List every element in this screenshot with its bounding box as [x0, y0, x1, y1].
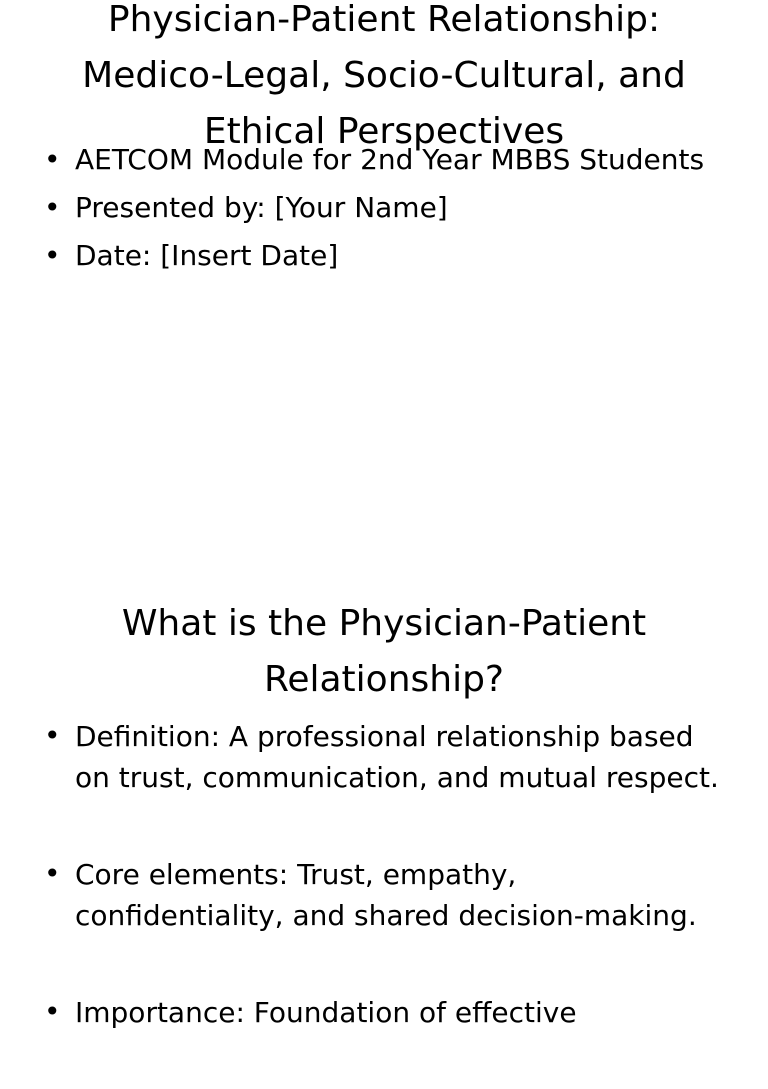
slide-title: What is the Physician-Patient Relationship? [121, 603, 647, 700]
bullet-list [0, 716, 768, 1089]
bullet-text: Presented by: [Your Name] [75, 191, 448, 224]
bullet-item [0, 140, 768, 180]
bullet-text: AETCOM Module for 2nd Year MBBS Students [75, 143, 705, 176]
bullet-item [0, 188, 768, 228]
bullet-item [0, 854, 768, 936]
slide-title: Physician-Patient Relationship: Medico-Legal, Socio-Cultural, and Ethical Perspectives [82, 0, 686, 152]
bullet-text: Core elements: Trust, empathy, confidentiality, and shared decision-making. [75, 858, 697, 932]
bullet-text: Definition: A professional relationship based on trust, communication, and mutual respect. [75, 720, 719, 794]
bullet-dot-icon: • [44, 191, 61, 224]
bullet-dot-icon: • [44, 239, 61, 272]
bullet-item [0, 716, 768, 798]
bullet-dot-icon: • [44, 995, 61, 1028]
slide-definition [0, 596, 768, 1029]
bullet-dot-icon: • [44, 857, 61, 890]
bullet-dot-icon: • [44, 719, 61, 752]
bullet-text: Date: [Insert Date] [75, 239, 339, 272]
bullet-text: Importance: Foundation of effective [75, 996, 577, 1029]
bullet-item [0, 992, 768, 1033]
bullet-dot-icon: • [44, 143, 61, 176]
bullet-item [0, 236, 768, 276]
bullet-list [0, 140, 768, 284]
